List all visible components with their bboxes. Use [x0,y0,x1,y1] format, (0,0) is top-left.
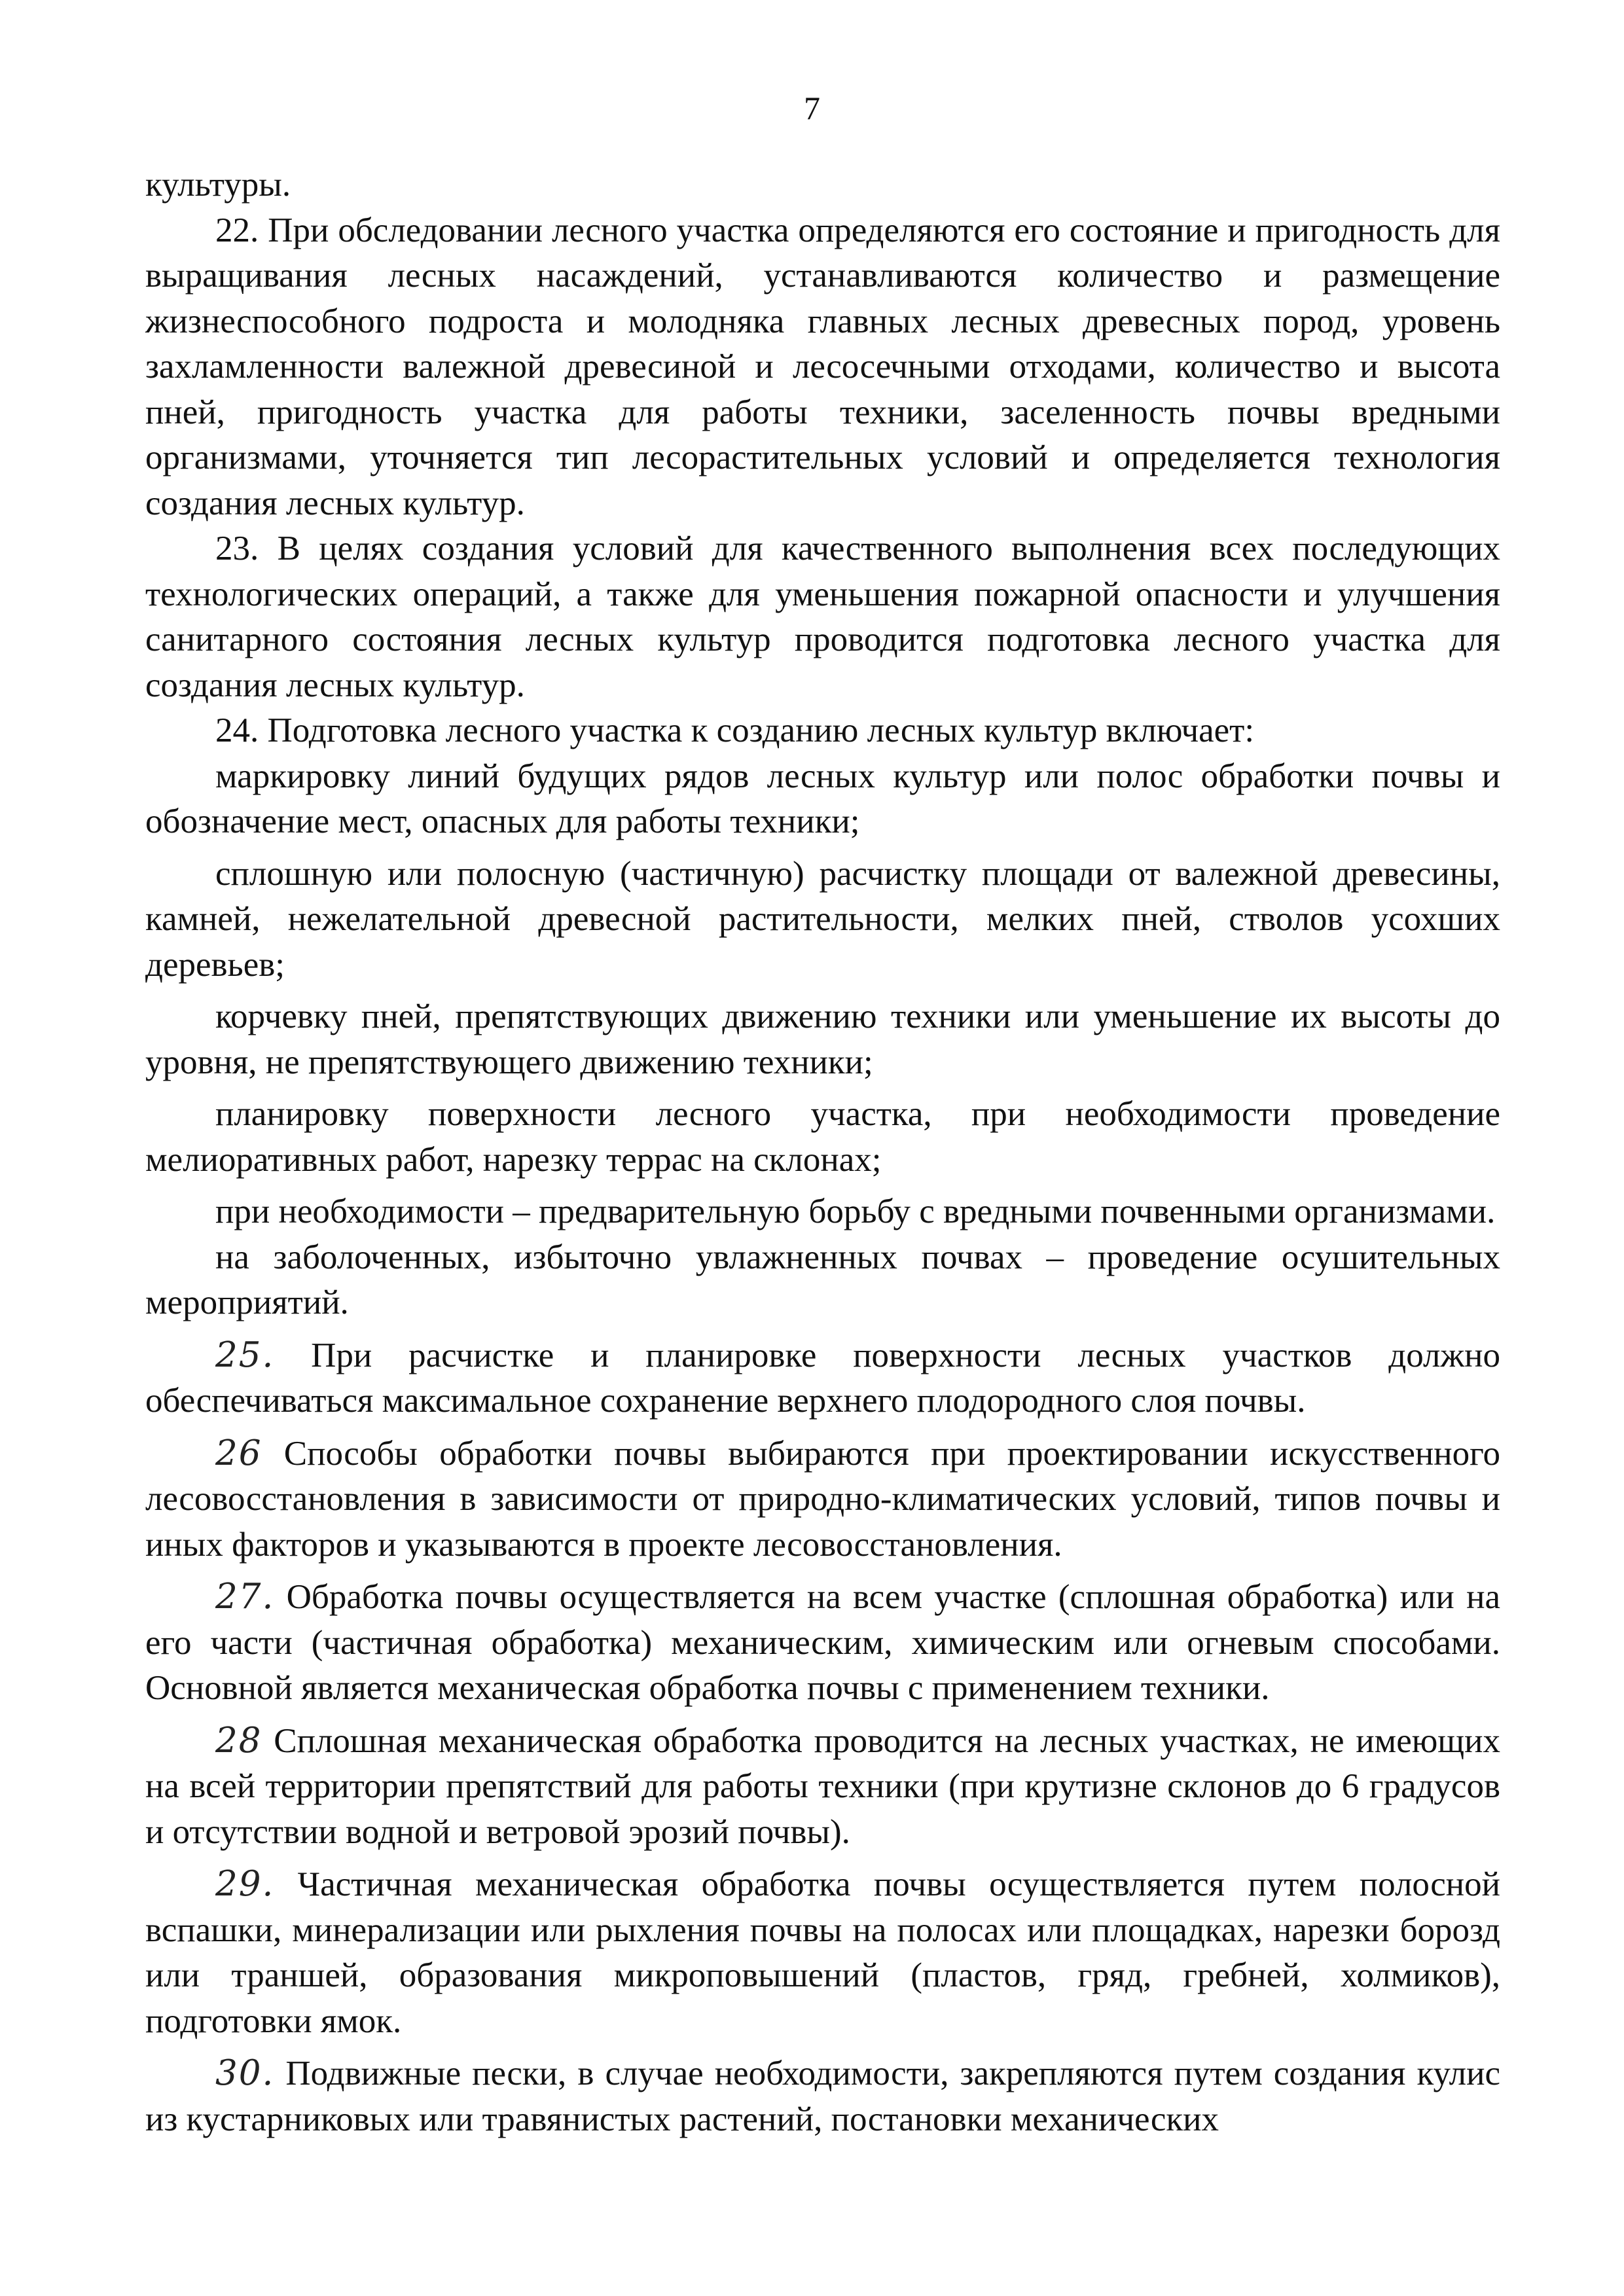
handwritten-number: 29. [215,1864,275,1904]
paragraph-27: 27. Обработка почвы осуществляется на всем участке (сплошная обработка) или на его части (частичная обработка) механическим, химическим или огневым способами. Основной является механическая обработка почвы с применением техники. [145,1577,1500,1707]
handwritten-number: 27. [215,1577,275,1617]
list-item-drainage: на заболоченных, избыточно увлажненных почвах – проведение осушительных мероприятий. [145,1238,1500,1321]
paragraph-29: 29. Частичная механическая обработка почвы осуществляется путем полосной вспашки, минерализации или рыхления почвы на полосах или площадках, нарезки борозд или траншей, образования микроповышений (пластов, гряд, гребней, холмиков), подготовки ямок. [145,1864,1500,2040]
list-item-planning: планировку поверхности лесного участка, при необходимости проведение мелиоративных работ, нарезку террас на склонах; [145,1095,1500,1179]
list-item-pest-control: при необходимости – предварительную борьбу с вредными почвенными организмами. [215,1193,1496,1230]
paragraph-24: 24. Подготовка лесного участка к созданию лесных культур включает: [215,711,1255,749]
paragraph-number: 24. [215,711,259,749]
paragraph-25: 25. При расчистке и планировке поверхности лесных участков должно обеспечиваться максимальное сохранение верхнего плодородного слоя почвы. [145,1335,1500,1420]
handwritten-number: 25. [215,1335,275,1375]
paragraph-number: 22. [215,211,259,249]
handwritten-number: 26 [215,1433,262,1473]
document-body [145,162,1500,2142]
handwritten-number: 30. [215,2053,275,2093]
list-item-marking: маркировку линий будущих рядов лесных культур или полос обработки почвы и обозначение мест, опасных для работы техники; [145,757,1500,840]
list-item-uprooting: корчевку пней, препятствующих движению техники или уменьшение их высоты до уровня, не препятствующего движению техники; [145,997,1500,1081]
paragraph-number: 23. [215,529,259,567]
paragraph-30: 30. Подвижные пески, в случае необходимости, закрепляются путем создания кулис из кустарниковых или травянистых растений, постановки механических [145,2053,1500,2138]
paragraph-28: 28 Сплошная механическая обработка проводится на лесных участках, не имеющих на всей территории препятствий для работы техники (при крутизне склонов до 6 градусов и отсутствии водной и ветровой эрозий почвы). [145,1720,1500,1851]
list-item-clearing: сплошную или полосную (частичную) расчистку площади от валежной древесины, камней, нежелательной древесной растительности, мелких пней, стволов усохших деревьев; [145,854,1500,984]
paragraph-23: 23. В целях создания условий для качественного выполнения всех последующих технологических операций, а также для уменьшения пожарной опасности и улучшения санитарного состояния лесных культур проводится подготовка лесного участка для создания лесных культур. [145,529,1500,704]
paragraph-26: 26 Способы обработки почвы выбираются при проектировании искусственного лесовосстановления в зависимости от природно-климатических условий, типов почвы и иных факторов и указываются в проекте лесовосстановления. [145,1433,1500,1564]
handwritten-number: 28 [215,1720,262,1761]
page-number: 7 [804,90,820,126]
paragraph-22: 22. При обследовании лесного участка определяются его состояние и пригодность для выращивания лесных насаждений, устанавливаются количество и размещение жизнеспособного подроста и молодняка главных лесных древесных пород, уровень захламленности валежной древесиной и лесосечными отходами, количество и высота пней, пригодность участка для работы техники, заселенность почвы вредными организмами, уточняется тип лесорастительных условий и определяется технология создания лесных культур. [145,211,1500,522]
paragraph-continuation: культуры. [145,166,291,204]
